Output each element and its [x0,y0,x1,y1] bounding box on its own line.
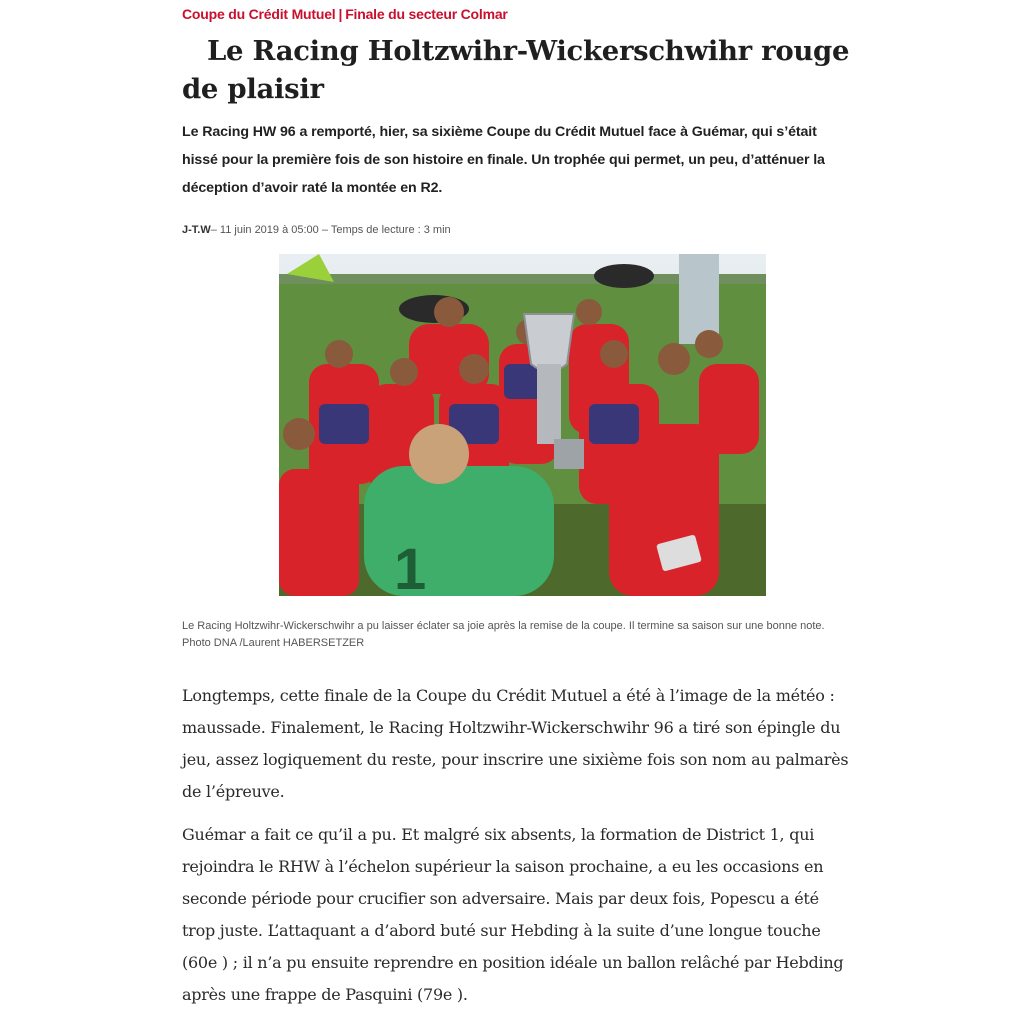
byline [182,224,854,236]
photo-caption: Le Racing Holtzwihr-Wickerschwihr a pu laisser éclater sa joie après la remise de la coupe. Il termine sa saison sur une bonne note. Photo DNA /Laurent HABERSETZER [182,620,825,649]
kicker-separator: | [338,6,343,22]
byline-author: J-T.W [182,224,211,236]
article-photo[interactable] [279,254,766,596]
body-paragraph-2: Guémar a fait ce qu’il a pu. Et malgré six absents, la formation de District 1, qui rejoindra le RHW à l’échelon supérieur la saison prochaine, a eu les occasions en seconde période pour crucifier son adversaire. Mais par deux fois, Popescu a été trop juste. L’attaquant a d’abord buté sur Hebding à la suite d’une longue touche (60e ) ; il n’a pu ensuite reprendre en position idéale un ballon relâché par Hebding après une frappe de Pasquini (79e ). [182,825,844,1004]
article-title: Le Racing Holtzwihr-Wickerschwihr rouge de plaisir [182,35,850,105]
photo-illustration [279,254,766,596]
article-lead: Le Racing HW 96 a remporté, hier, sa sixième Coupe du Crédit Mutuel face à Guémar, qui s’était hissé pour la première fois de son histoire en finale. Un trophée qui permet, un peu, d’atténuer la déception d’avoir raté la montée en R2. [182,124,825,196]
byline-meta: – 11 juin 2019 à 05:00 – Temps de lecture : 3 min [210,224,451,236]
kicker-section[interactable]: Coupe du Crédit Mutuel [182,6,336,22]
section-kicker[interactable] [182,6,854,22]
jersey-number: 1 [394,537,427,596]
body-paragraph-1: Longtemps, cette finale de la Coupe du Crédit Mutuel a été à l’image de la météo : maussade. Finalement, le Racing Holtzwihr-Wickerschwihr 96 a tiré son épingle du jeu, assez logiquement du reste, pour inscrire une sixième fois son nom au palmarès de l’épreuve. [182,686,849,801]
kicker-subsection[interactable]: Finale du secteur Colmar [345,6,508,22]
